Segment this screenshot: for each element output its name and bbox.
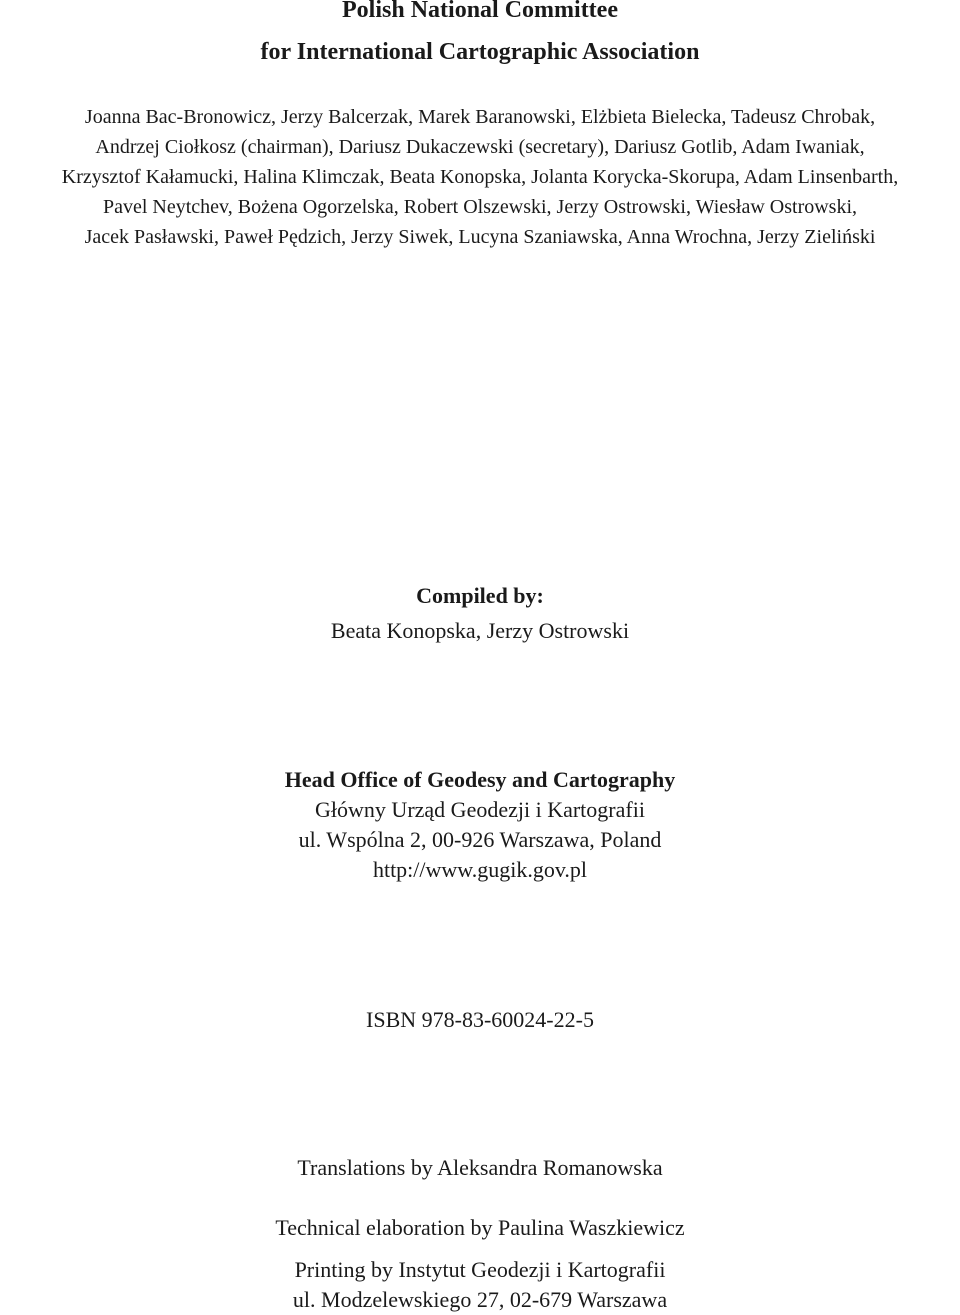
- publisher-url: http://www.gugik.gov.pl: [372, 857, 588, 882]
- committee-members-line-1: Joanna Bac-Bronowicz, Jerzy Balcerzak, Marek Baranowski, Elżbieta Bielecka, Tadeusz Chrobak,: [84, 106, 876, 128]
- publisher-address: ul. Wspólna 2, 00-926 Warszawa, Poland: [298, 827, 662, 852]
- printing-credit: Printing by Instytut Geodezji i Kartografii: [294, 1257, 666, 1282]
- translations-credit: Translations by Aleksandra Romanowska: [297, 1155, 663, 1180]
- committee-members-line-4: Pavel Neytchev, Bożena Ogorzelska, Robert Olszewski, Jerzy Ostrowski, Wiesław Ostrowski,: [102, 196, 858, 218]
- compiled-by-label: Compiled by:: [416, 583, 544, 608]
- committee-members-line-5: Jacek Pasławski, Paweł Pędzich, Jerzy Siwek, Lucyna Szaniawska, Anna Wrochna, Jerzy Zieliński: [84, 226, 876, 248]
- printing-address: ul. Modzelewskiego 27, 02-679 Warszawa: [292, 1287, 668, 1312]
- committee-title-line-1: Polish National Committee: [342, 0, 618, 23]
- publisher-name-en: Head Office of Geodesy and Cartography: [284, 767, 676, 792]
- committee-members-line-2: Andrzej Ciołkosz (chairman), Dariusz Dukaczewski (secretary), Dariusz Gotlib, Adam Iwaniak,: [95, 136, 865, 158]
- committee-title-line-2: for International Cartographic Association: [260, 39, 700, 65]
- committee-members-line-3: Krzysztof Kałamucki, Halina Klimczak, Beata Konopska, Jolanta Korycka-Skorupa, Adam Linsenbarth,: [61, 166, 899, 188]
- isbn: ISBN 978-83-60024-22-5: [366, 1007, 594, 1032]
- technical-credit: Technical elaboration by Paulina Waszkiewicz: [275, 1215, 685, 1240]
- publisher-name-pl: Główny Urząd Geodezji i Kartografii: [315, 797, 645, 822]
- compiled-by-names: Beata Konopska, Jerzy Ostrowski: [330, 618, 630, 643]
